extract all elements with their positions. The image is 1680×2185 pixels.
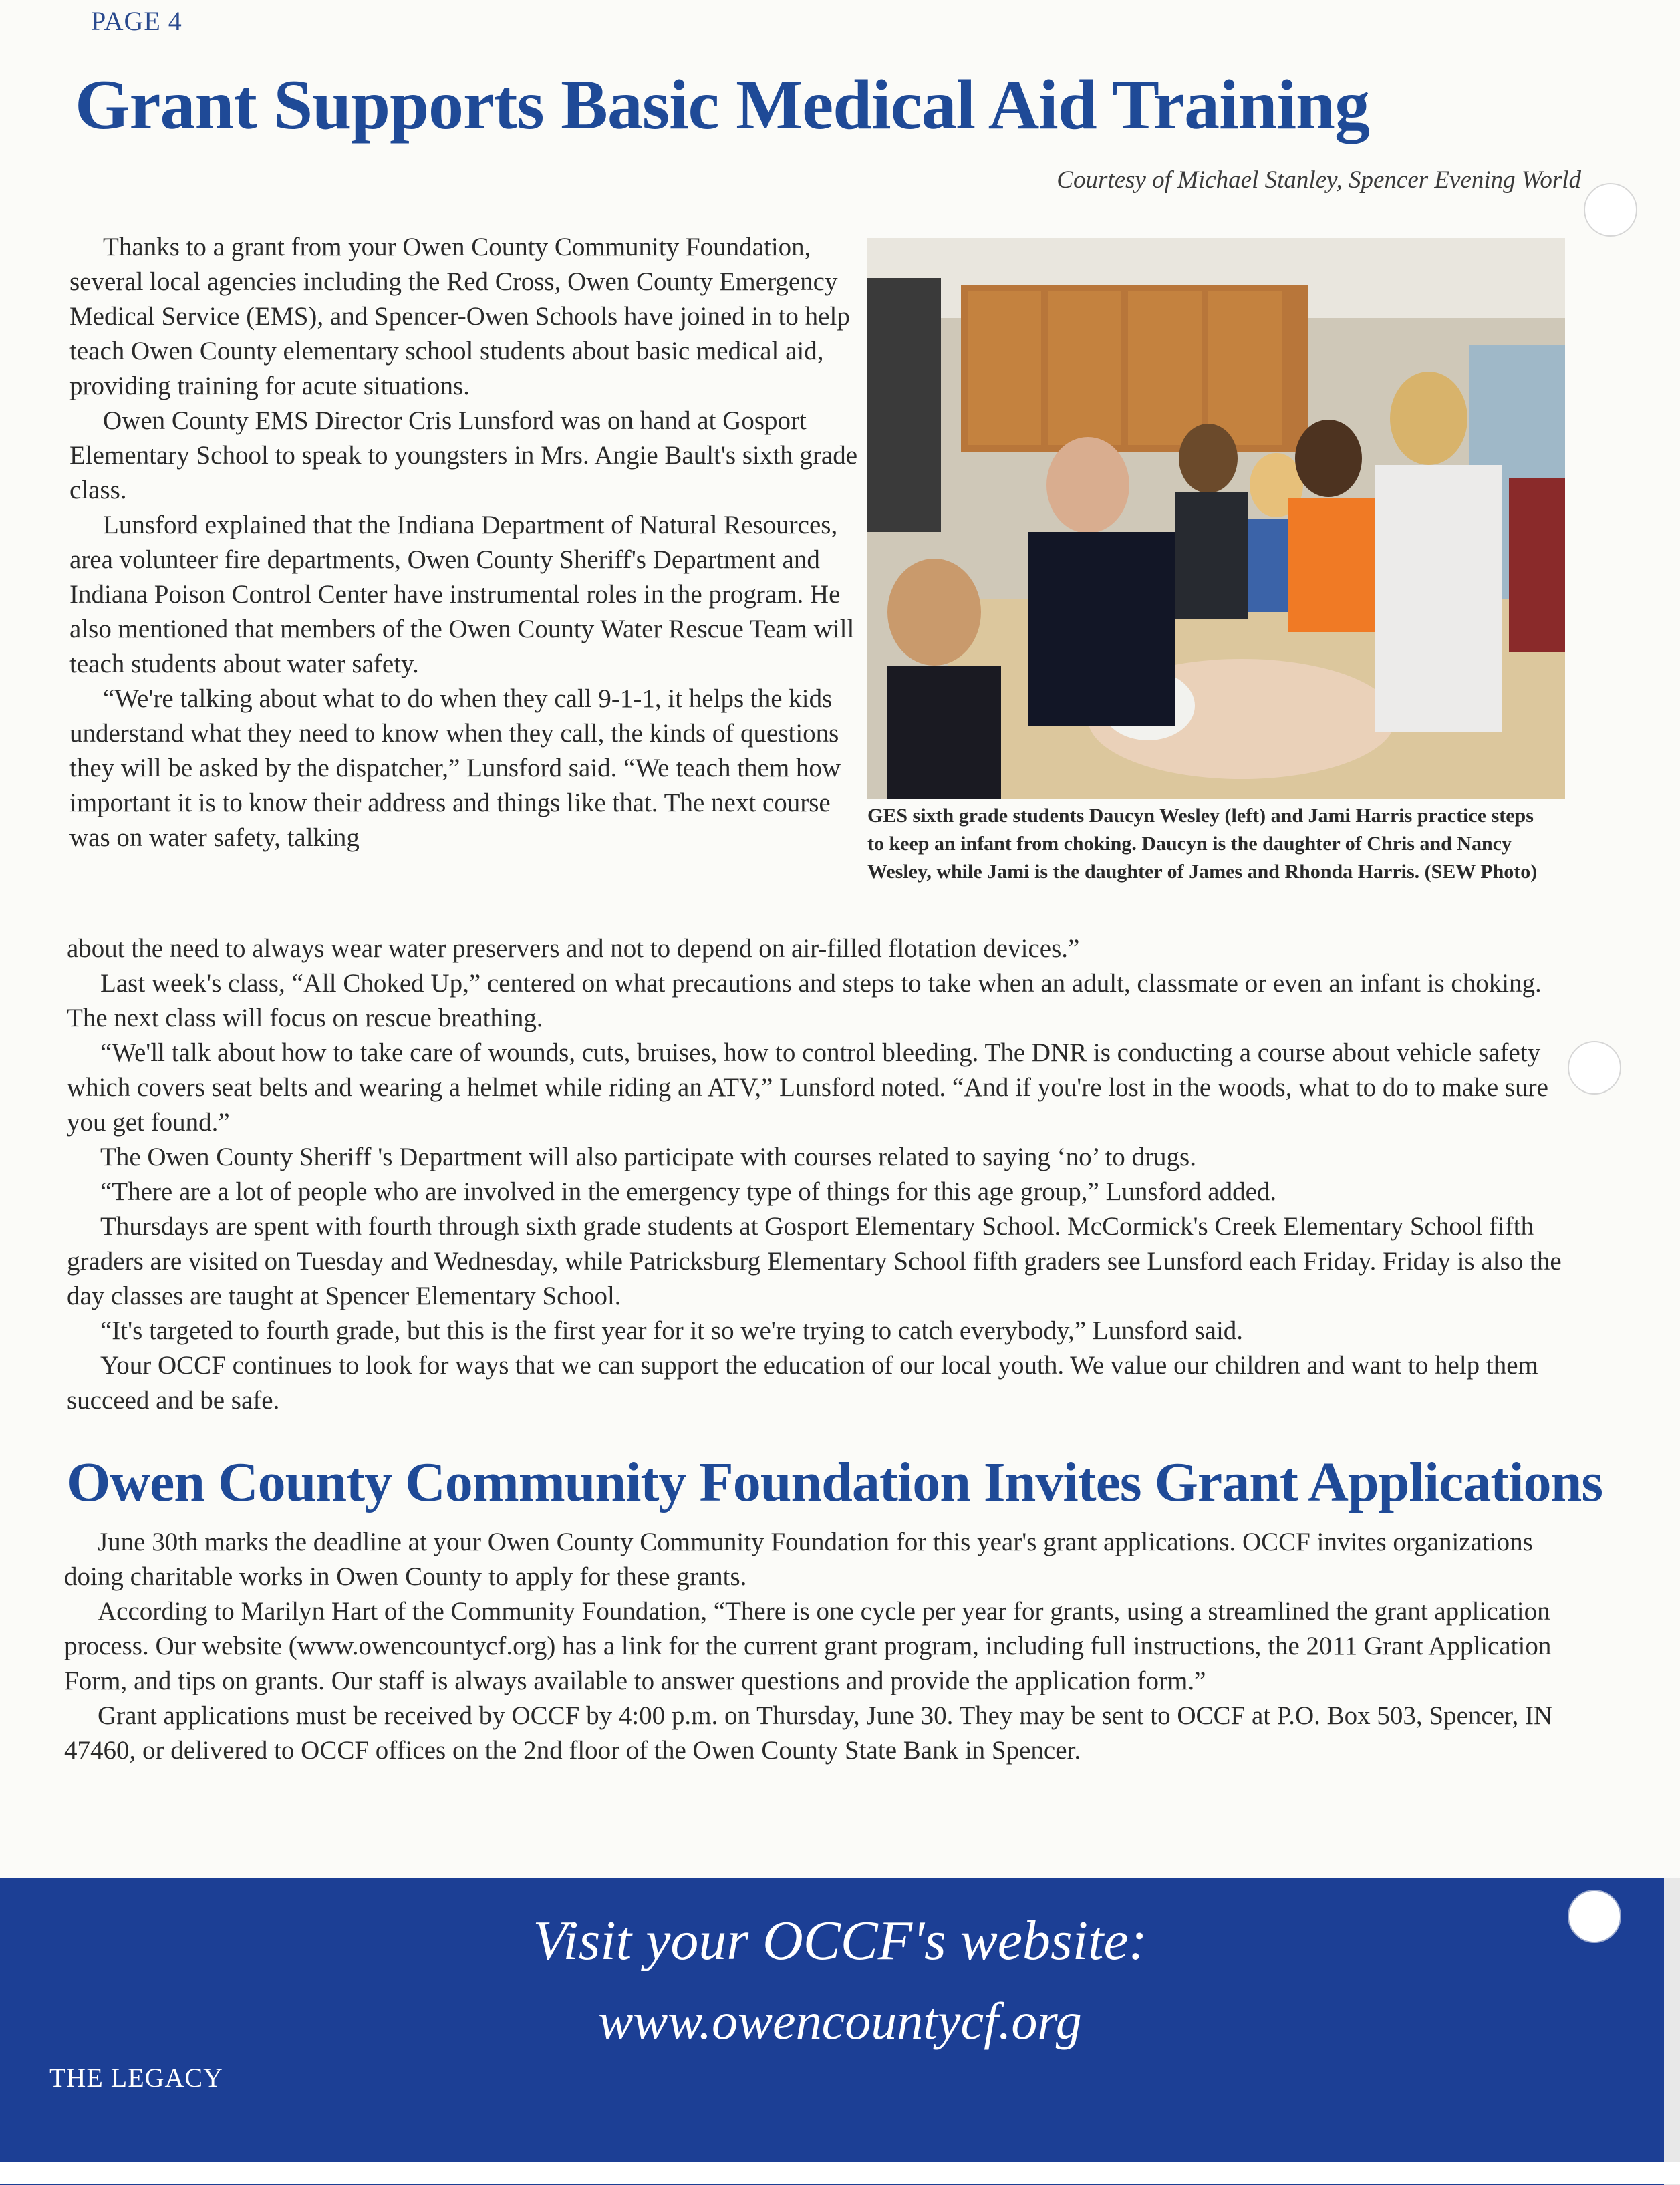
- page-margin: [0, 2162, 1680, 2184]
- article-body: [67, 931, 1574, 1418]
- paragraph: Last week's class, “All Choked Up,” centered on what precautions and steps to take when an adult, classmate or even an infant is choking. The next class will focus on rescue breathing.: [67, 969, 1542, 1032]
- photo-credit: Courtesy of Michael Stanley, Spencer Evening World: [1057, 166, 1581, 194]
- paragraph: Your OCCF continues to look for ways that we can support the education of our local youth. We value our children and want to help them succeed and be safe.: [67, 1351, 1538, 1415]
- article-title: Grant Supports Basic Medical Aid Training: [75, 65, 1369, 144]
- punch-hole: [1568, 1041, 1621, 1095]
- article-body: [64, 1525, 1576, 1768]
- page-label: PAGE 4: [91, 6, 182, 36]
- article-column: [69, 230, 863, 855]
- paragraph: “It's targeted to fourth grade, but this is the first year for it so we're trying to catch everybody,” Lunsford said.: [100, 1316, 1244, 1345]
- photo-caption: [867, 802, 1576, 886]
- paragraph: Thanks to a grant from your Owen County Community Foundation, several local agencies including the Red Cross, Owen County Emergency Medical Service (EMS), and Spencer-Owen Schools have joined in to help teach Owen County elementary school students about basic medical aid, providing training for acute situations.: [69, 233, 850, 400]
- paragraph: June 30th marks the deadline at your Owen County Community Foundation for this year's grant applications. OCCF invites organizations doing charitable works in Owen County to apply for these grants.: [64, 1527, 1533, 1591]
- paragraph: “We're talking about what to do when they call 9-1-1, it helps the kids understand what they need to know when they call, the kinds of questions they will be asked by the dispatcher,” Lunsford said. “We teach them how important it is to know their address and things like that. The next course was on water safety, talking: [69, 684, 841, 852]
- paragraph: Thursdays are spent with fourth through sixth grade students at Gosport Elementary School. McCormick's Creek Elementary School fifth graders are visited on Tuesday and Wednesday, while Patricksburg Elementary School fifth graders see Lunsford each Friday. Friday is also the day classes are taught at Spencer Elementary School.: [67, 1212, 1562, 1310]
- caption-line: Wesley, while Jami is the daughter of James and Rhonda Harris. (SEW Photo): [867, 861, 1538, 883]
- paragraph: “There are a lot of people who are involved in the emergency type of things for this age group,” Lunsford added.: [100, 1177, 1277, 1206]
- website-callout: Visit your OCCF's website:: [533, 1910, 1147, 1972]
- article-photo: [867, 238, 1565, 799]
- paragraph: Lunsford explained that the Indiana Department of Natural Resources, area volunteer fire departments, Owen County Sheriff's Department and Indiana Poison Control Center have instrumental roles in the program. He also mentioned that members of the Owen County Water Rescue Team will teach students about water safety.: [69, 511, 855, 678]
- paragraph: about the need to always wear water preservers and not to depend on air-filled flotation devices.”: [67, 934, 1080, 963]
- caption-line: to keep an infant from choking. Daucyn is the daughter of Chris and Nancy: [867, 833, 1512, 855]
- paragraph: According to Marilyn Hart of the Community Foundation, “There is one cycle per year for grants, using a streamlined the grant application process. Our website (www.owencountycf.org) has a link for the current grant program, including full instructions, the 2011 Grant Application Form, and tips on grants. Our staff is always available to answer questions and provide the application form.”: [64, 1597, 1552, 1695]
- publication-name: THE LEGACY: [49, 2063, 223, 2093]
- punch-hole: [1584, 183, 1637, 237]
- paragraph: Owen County EMS Director Cris Lunsford was on hand at Gosport Elementary School to speak to youngsters in Mrs. Angie Bault's sixth grade class.: [69, 406, 858, 504]
- paragraph: “We'll talk about how to take care of wounds, cuts, bruises, how to control bleeding. The DNR is conducting a course about vehicle safety which covers seat belts and wearing a helmet while riding an ATV,” Lunsford noted. “And if you're lost in the woods, what to do to make sure you get found.”: [67, 1038, 1548, 1137]
- caption-line: GES sixth grade students Daucyn Wesley (left) and Jami Harris practice steps: [867, 805, 1534, 827]
- website-url[interactable]: www.owencountycf.org: [598, 1992, 1082, 2050]
- article-title: Owen County Community Foundation Invites Grant Applications: [67, 1451, 1603, 1513]
- paragraph: Grant applications must be received by OCCF by 4:00 p.m. on Thursday, June 30. They may be sent to OCCF at P.O. Box 503, Spencer, IN 47460, or delivered to OCCF offices on the 2nd floor of the Owen County State Bank in Spencer.: [64, 1701, 1553, 1765]
- paragraph: The Owen County Sheriff 's Department will also participate with courses related to saying ‘no’ to drugs.: [100, 1143, 1196, 1171]
